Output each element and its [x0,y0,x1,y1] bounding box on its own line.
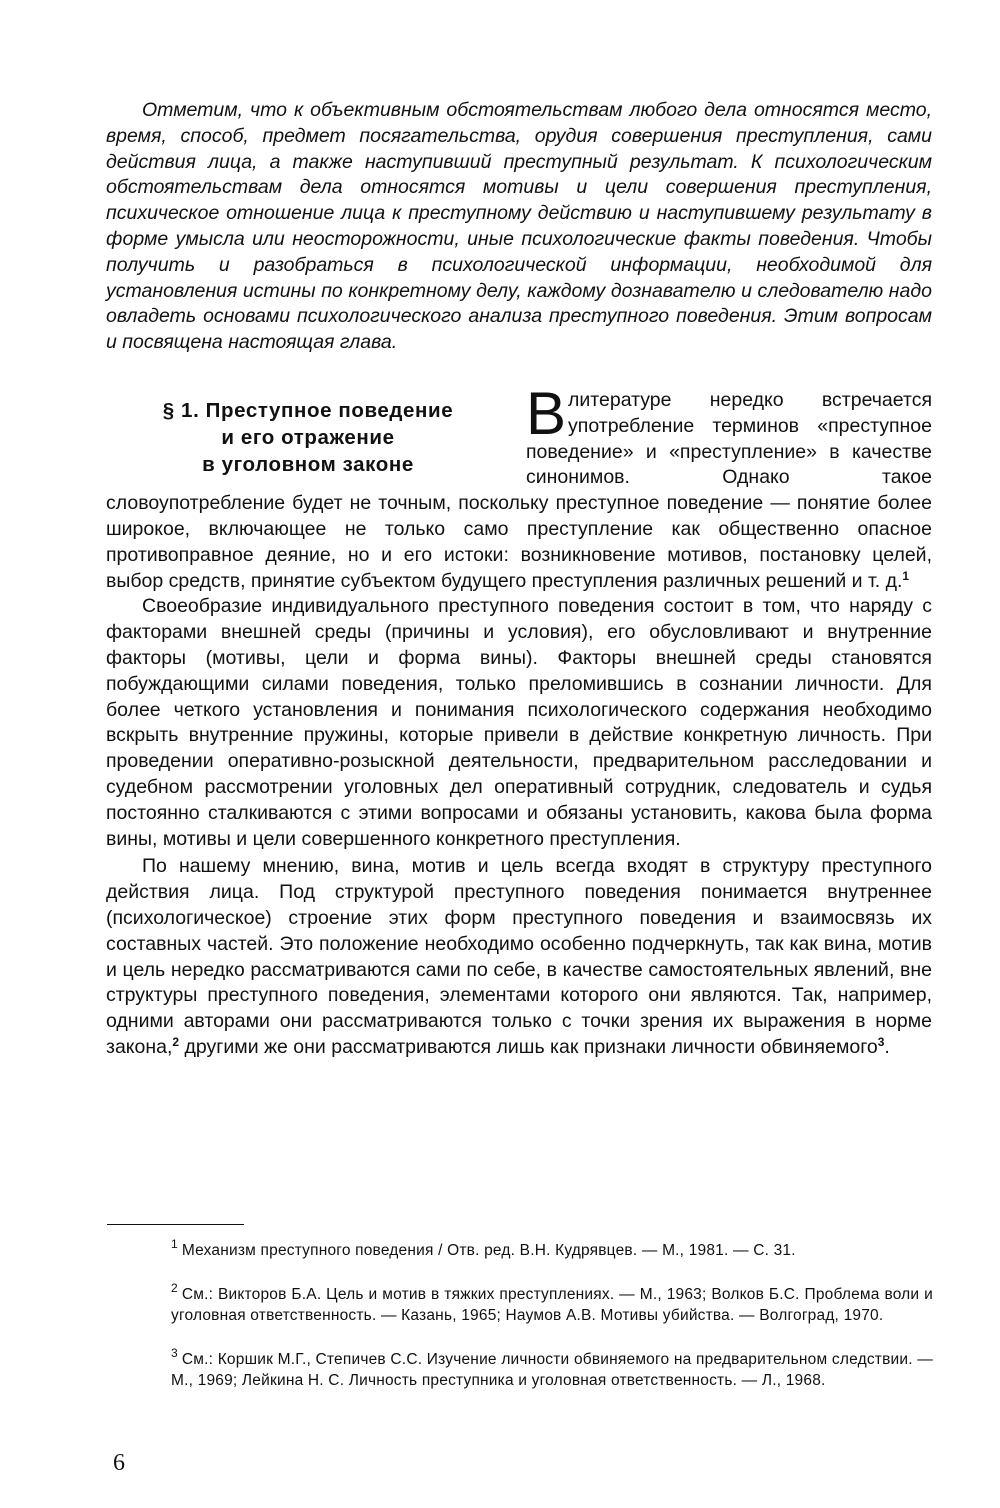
footnote [171,1237,933,1262]
footnote-mark: 1 [171,1237,178,1251]
paragraph-3 [106,854,932,1060]
section-title-line: § 1. Преступное поведение [162,398,454,422]
section-1 [106,379,932,594]
paragraph-3-text: . [884,1035,890,1058]
footnote-ref[interactable]: 3 [877,1034,885,1049]
footnote-mark: 3 [171,1345,178,1360]
paragraph-2: Своеобразие индивидуального преступного поведения состоит в том, что наряду с факторами внешней среды (причины и условия), его обусловливают и внутренние факторы (мотивы, цели и форма вины). Факторы внешней среды становятся побуждающими силами поведения, только преломившись в сознании личности. Для более четкого установления и понимания психологического содержания необходимо вскрыть внутренние пружины, которые привели в действие конкретную личность. При проведении оперативно-розыскной деятельности, предварительном расследовании и судебном рассмотрении уголовных дел оперативный сотрудник, следователь и судья постоянно сталкиваются с этими вопросами и обязаны установить, какова была форма вины, мотивы и цели совершенного конкретного преступления. [106,595,932,850]
footnote-mark: 2 [171,1280,178,1295]
paragraph-3-text: другими же они рассматриваются лишь как признаки личности обвиняемого [179,1035,878,1058]
footnotes [171,1237,933,1414]
footnote-text: См.: Викторов Б.А. Цель и мотив в тяжких преступлениях. — М., 1963; Волков Б.С. Проблема воли и уголовная ответственность. — Казань, 1965; Наумов А.В. Мотивы убийства. — Волгоград, 1970. [171,1285,933,1324]
footnote-ref[interactable]: 2 [172,1034,180,1049]
section-title-line: и его отражение [221,425,395,449]
paragraph-3-text: По нашему мнению, вина, мотив и цель всегда входят в структуру преступного действия лица. Под структурой преступного поведения понимается внутреннее (психологическое) строение этих форм преступного поведения и взаимосвязь их составных частей. Это положение необходимо особенно подчеркнуть, так как вина, мотив и цель нередко рассматриваются сами по себе, в качестве самостоятельных явлений, вне структуры преступного поведения, элементами которого они являются. Так, например, одними авторами они рассматриваются только с точки зрения их выражения в норме закона, [106,855,932,1058]
section-title [106,397,510,478]
footnote-divider [107,1224,244,1225]
footnote-ref[interactable]: 1 [902,568,910,583]
footnote [171,1345,933,1392]
footnote [171,1280,933,1327]
page-number: 6 [113,1450,125,1476]
footnote-text: См.: Коршик М.Г., Степичев С.С. Изучение личности обвиняемого на предварительном следствии. — М., 1969; Лейкина Н. С. Личность преступника и уголовная ответственность. — Л., 1968. [171,1350,933,1389]
drop-cap: В [526,379,567,447]
intro-paragraph: Отметим, что к объективным обстоятельствам любого дела относятся место, время, способ, предмет посягательства, орудия совершения преступления, сами действия лица, а также наступивший преступный результат. К психологическим обстоятельствам дела относятся мотивы и цели совершения преступления, психическое отношение лица к преступному действию и наступившему результату в форме умысла или неосторожности, иные психологические факты поведения. Чтобы получить и разобраться в психологической информации, необходимой для установления истины по конкретному делу, каждому дознавателю и следователю надо овладеть основами психологического анализа преступного поведения. Этим вопросам и посвящена настоящая глава. [106,99,932,354]
page-body [106,98,932,1061]
paragraph-1-text: литературе нередко встречается употребление терминов «преступное поведение» и «преступление» в качестве синонимов. Однако такое словоупотребление будет не точным, поскольку преступное поведение — понятие более широкое, включающее не только само преступление как общественно опасное противоправное деяние, но и его истоки: возникновение мотивов, постановку целей, выбор средств, принятие субъектом будущего преступления различных решений и т. д. [106,388,932,592]
section-title-line: в уголовном законе [202,452,414,476]
footnote-text: Механизм преступного поведения / Отв. ред. В.Н. Кудрявцев. — М., 1981. — С. 31. [181,1242,796,1259]
